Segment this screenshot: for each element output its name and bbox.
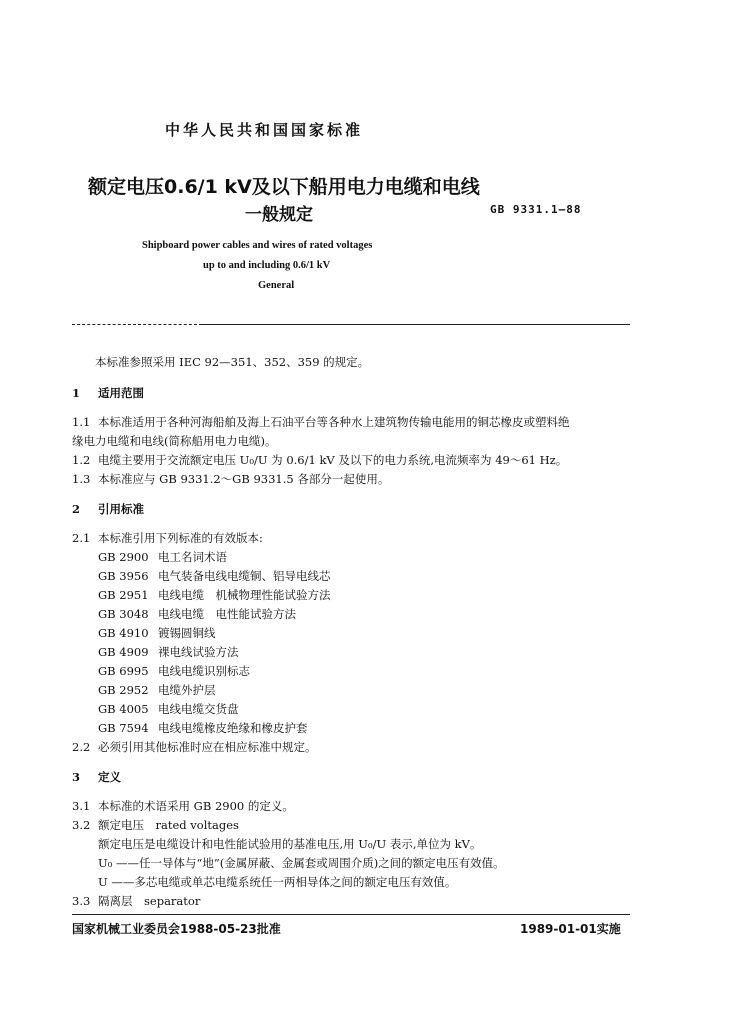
reference-item bbox=[98, 549, 227, 565]
section-2-heading bbox=[72, 501, 144, 517]
reference-item bbox=[98, 587, 331, 603]
reference-code: GB 2900 bbox=[98, 550, 149, 564]
clause-number: 1.1 bbox=[72, 415, 91, 429]
clause-text: 电缆主要用于交流额定电压 U₀/U 为 0.6/1 kV 及以下的电力系统,电流频率为 49～61 Hz。 bbox=[98, 453, 568, 467]
clause-2-1 bbox=[72, 530, 263, 546]
reference-code: GB 6995 bbox=[98, 664, 149, 678]
clause-text: 本标准适用于各种河海船舶及海上石油平台等各种水上建筑物传输电能用的铜芯橡皮或塑料绝 bbox=[98, 415, 570, 429]
section-title: 适用范围 bbox=[98, 386, 144, 400]
reference-item bbox=[98, 625, 216, 641]
section-title: 定义 bbox=[98, 770, 121, 784]
reference-name: 电气装备电线电缆铜、铝导电线芯 bbox=[158, 569, 331, 583]
reference-code: GB 3048 bbox=[98, 607, 149, 621]
clause-number: 3.2 bbox=[72, 818, 91, 832]
clause-3-1 bbox=[72, 798, 294, 814]
clause-text: 本标准引用下列标准的有效版本: bbox=[98, 531, 263, 545]
standard-name: 中华人民共和国国家标准 bbox=[165, 121, 364, 139]
reference-item bbox=[98, 682, 216, 698]
clause-2-2 bbox=[72, 739, 317, 755]
document-title: 额定电压0.6/1 kV及以下船用电力电缆和电线 bbox=[88, 176, 480, 198]
clause-text: 本标准的术语采用 GB 2900 的定义。 bbox=[98, 799, 294, 813]
reference-name: 电线电缆 机械物理性能试验方法 bbox=[158, 588, 331, 602]
section-1-heading bbox=[72, 385, 144, 401]
clause-3-2 bbox=[72, 817, 239, 833]
intro-text: 本标准参照采用 IEC 92—351、352、359 的规定。 bbox=[95, 355, 370, 369]
reference-item bbox=[98, 663, 250, 679]
section-number: 1 bbox=[72, 386, 81, 400]
reference-code: GB 2951 bbox=[98, 588, 149, 602]
reference-item bbox=[98, 568, 331, 584]
approval-note: 国家机械工业委员会1988-05-23批准 bbox=[72, 922, 281, 936]
clause-text: 必须引用其他标准时应在相应标准中规定。 bbox=[98, 740, 317, 754]
reference-code: GB 4909 bbox=[98, 645, 149, 659]
reference-name: 镀锡圆铜线 bbox=[158, 626, 216, 640]
reference-item bbox=[98, 606, 296, 622]
clause-number: 2.2 bbox=[72, 740, 91, 754]
section-number: 2 bbox=[72, 502, 81, 516]
section-3-heading bbox=[72, 769, 121, 785]
footer-divider bbox=[72, 914, 630, 915]
implementation-date: 1989-01-01实施 bbox=[520, 922, 621, 936]
reference-item bbox=[98, 644, 239, 660]
header-divider bbox=[202, 324, 630, 325]
reference-code: GB 2952 bbox=[98, 683, 149, 697]
clause-text: 本标准应与 GB 9331.2～GB 9331.5 各部分一起使用。 bbox=[98, 472, 390, 486]
reference-code: GB 3956 bbox=[98, 569, 149, 583]
reference-name: 电缆外护层 bbox=[158, 683, 216, 697]
gb-number: GB 9331.1—88 bbox=[490, 203, 582, 216]
reference-code: GB 7594 bbox=[98, 721, 149, 735]
reference-name: 电工名词术语 bbox=[158, 550, 227, 564]
definition-u: U ——多芯电缆或单芯电缆系统任一两相导体之间的额定电压有效值。 bbox=[98, 875, 457, 889]
english-title-line1: Shipboard power cables and wires of rated voltages bbox=[142, 240, 373, 251]
clause-number: 3.3 bbox=[72, 894, 91, 908]
reference-name: 电线电缆 电性能试验方法 bbox=[158, 607, 296, 621]
clause-1-2 bbox=[72, 452, 567, 468]
reference-item bbox=[98, 720, 308, 736]
clause-number: 2.1 bbox=[72, 531, 91, 545]
clause-3-3 bbox=[72, 893, 200, 909]
reference-name: 裸电线试验方法 bbox=[158, 645, 239, 659]
clause-1-3 bbox=[72, 471, 389, 487]
section-title: 引用标准 bbox=[98, 502, 144, 516]
clause-number: 1.3 bbox=[72, 472, 91, 486]
section-number: 3 bbox=[72, 770, 81, 784]
clause-1-1 bbox=[72, 414, 570, 430]
english-title-line2: up to and including 0.6/1 kV bbox=[203, 260, 331, 271]
reference-name: 电线电缆橡皮绝缘和橡皮护套 bbox=[158, 721, 308, 735]
english-title-line3: General bbox=[258, 280, 295, 291]
clause-number: 3.1 bbox=[72, 799, 91, 813]
clause-number: 1.2 bbox=[72, 453, 91, 467]
header-divider-dashed bbox=[72, 324, 202, 325]
document-subtitle: 一般规定 bbox=[245, 205, 313, 225]
clause-text: 额定电压 rated voltages bbox=[98, 818, 239, 832]
reference-item bbox=[98, 701, 239, 717]
clause-1-1-cont: 缘电力电缆和电线(简称船用电力电缆)。 bbox=[72, 434, 277, 448]
reference-code: GB 4910 bbox=[98, 626, 149, 640]
definition-text: 额定电压是电缆设计和电性能试验用的基准电压,用 U₀/U 表示,单位为 kV。 bbox=[98, 837, 482, 851]
definition-u0: U₀ ——任一导体与“地”(金属屏蔽、金属套或周围介质)之间的额定电压有效值。 bbox=[98, 856, 505, 870]
clause-text: 隔离层 separator bbox=[98, 894, 201, 908]
reference-name: 电线电缆识别标志 bbox=[158, 664, 250, 678]
reference-code: GB 4005 bbox=[98, 702, 149, 716]
reference-name: 电线电缆交货盘 bbox=[158, 702, 239, 716]
